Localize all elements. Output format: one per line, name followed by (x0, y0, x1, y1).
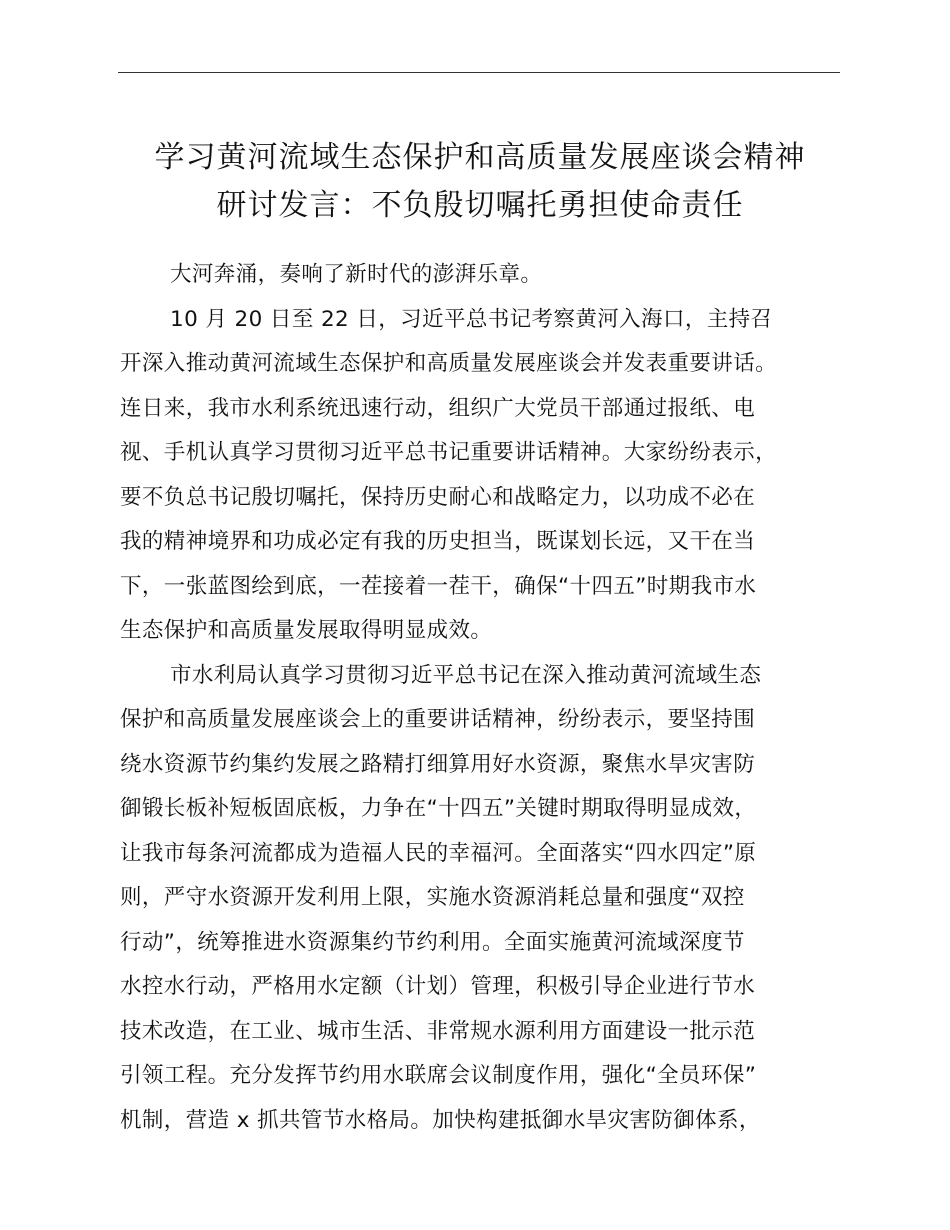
body-line: 生态保护和高质量发展取得明显成效。 (120, 618, 493, 643)
header-rule (118, 72, 840, 73)
body-line: 绕水资源节约集约发展之路精打细算用好水资源，聚焦水旱灾害防 (120, 751, 756, 777)
body-line: 机制，营造 x 抓共管节水格局。加快构建抵御水旱灾害防御体系， (120, 1107, 761, 1133)
body-line: 行动”，统筹推进水资源集约节约利用。全面实施黄河流域深度节 (120, 929, 745, 955)
body-line: 开深入推动黄河流域生态保护和高质量发展座谈会并发表重要讲话。 (120, 351, 778, 376)
body-line: 10 月 20 日至 22 日，习近平总书记考察黄河入海口，主持召 (170, 306, 773, 332)
body-line: 则，严守水资源开发利用上限，实施水资源消耗总量和强度“双控 (120, 885, 745, 910)
body-line: 市水利局认真学习贯彻习近平总书记在深入推动黄河流域生态 (170, 662, 762, 688)
body-line: 技术改造，在工业、城市生活、非常规水源利用方面建设一批示范 (120, 1018, 756, 1044)
body-line: 我的精神境界和功成必定有我的历史担当，既谋划长远，又干在当 (120, 529, 756, 554)
title-line-1: 学习黄河流域生态保护和高质量发展座谈会精神 (154, 140, 806, 175)
title-line-2: 研讨发言：不负殷切嘱托勇担使命责任 (216, 188, 744, 223)
body-line: 要不负总书记殷切嘱托，保持历史耐心和战略定力，以功成不必在 (120, 484, 756, 510)
body-line: 下，一张蓝图绘到底，一茬接着一茬干，确保“十四五”时期我市水 (120, 573, 757, 599)
document-title (100, 134, 860, 230)
body-line: 保护和高质量发展座谈会上的重要讲话精神，纷纷表示，要坚持围 (120, 707, 756, 732)
body-line: 引领工程。充分发挥节约用水联席会议制度作用，强化“全员环保” (120, 1063, 757, 1088)
body-line: 让我市每条河流都成为造福人民的幸福河。全面落实“四水四定”原 (120, 840, 757, 866)
body-line: 水控水行动，严格用水定额（计划）管理，积极引导企业进行节水 (120, 974, 756, 999)
document-body (120, 253, 850, 1143)
body-line: 御锻长板补短板固底板，力争在“十四五”关键时期取得明显成效， (120, 796, 757, 821)
body-line: 大河奔涌，奏响了新时代的澎湃乐章。 (170, 262, 543, 287)
body-line: 连日来，我市水利系统迅速行动，组织广大党员干部通过报纸、电 (120, 395, 756, 421)
body-line: 视、手机认真学习贯彻习近平总书记重要讲话精神。大家纷纷表示， (120, 440, 778, 465)
